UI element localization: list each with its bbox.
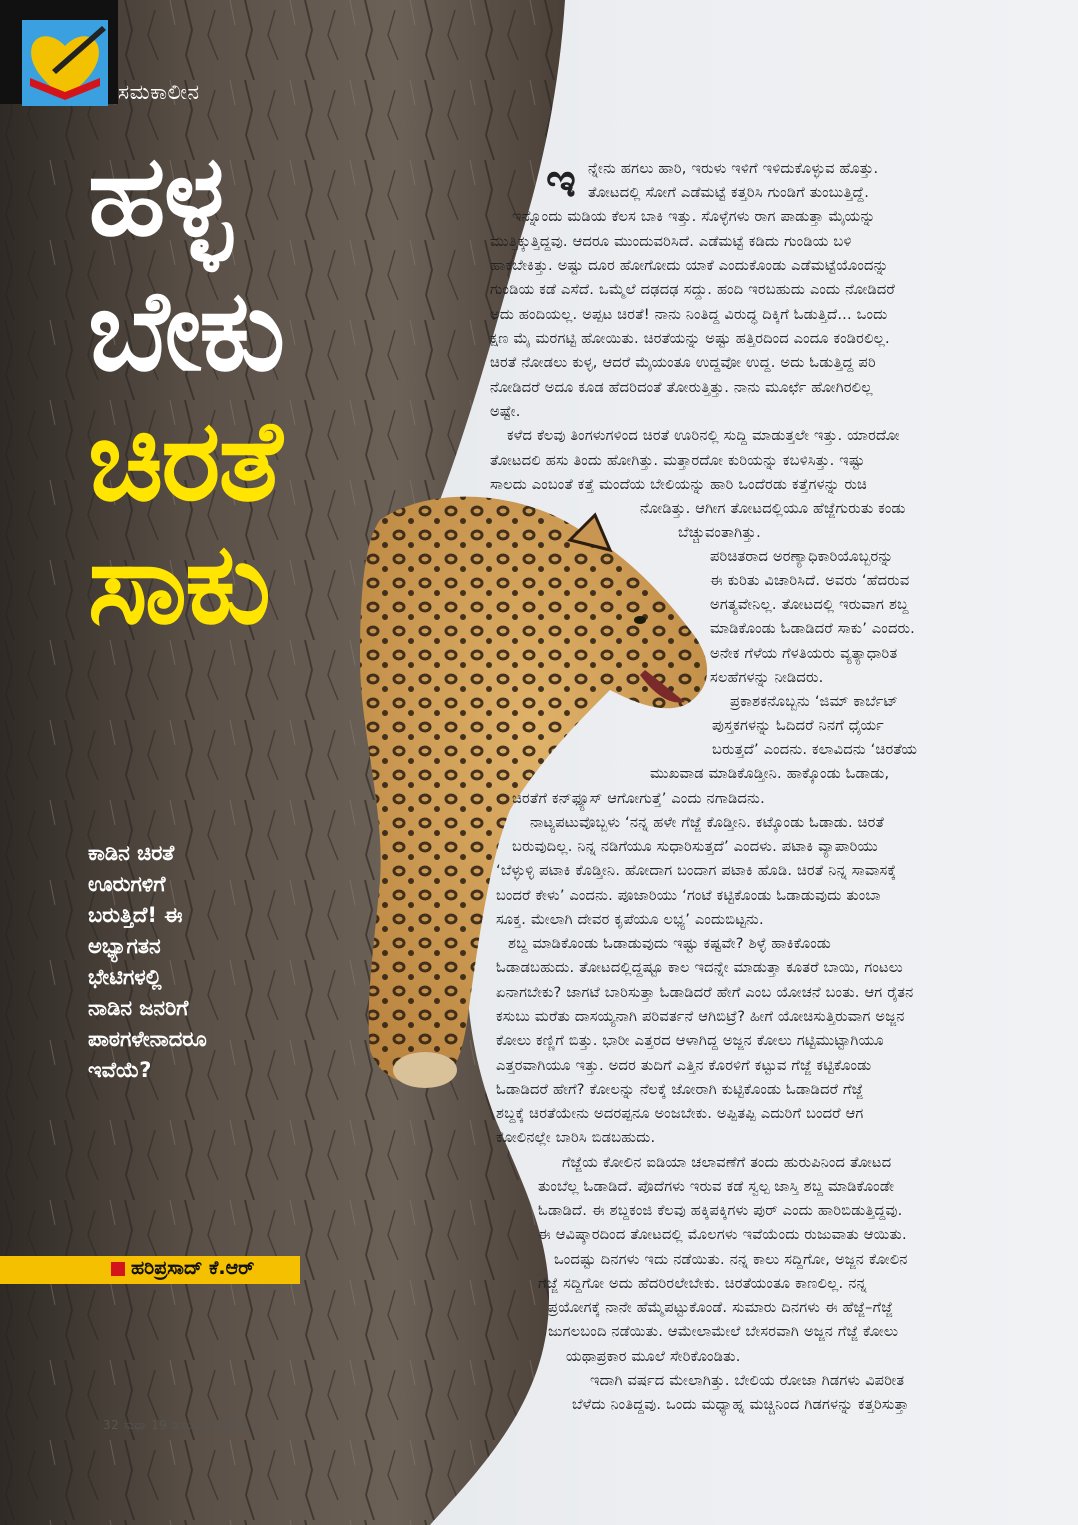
headline-line-3: ಚಿರತೆ [88,396,281,526]
article-line: ಬೆಳೆದು ನಿಂತಿದ್ದವು. ಒಂದು ಮಧ್ಯಾಹ್ನ ಮಚ್ಚಿನಿಂದ ಗಿಡಗಳನ್ನು ಕತ್ತರಿಸುತ್ತಾ [572,1396,909,1413]
article-line: ಪ್ರಕಾಶಕನೊಬ್ಬನು ‘ಜಿಮ್ ಕಾರ್ಬೆಟ್ [730,693,899,710]
article-line: ಪರಿಚಿತರಾದ ಅರಣ್ಯಾಧಿಕಾರಿಯೊಬ್ಬರನ್ನು [710,548,894,565]
article-line: ಈ ಕುರಿತು ವಿಚಾರಿಸಿದೆ. ಅವರು ‘ಹೆದರುವ [710,572,910,589]
article-line: ಚಿರತೆಗೆ ಕನ್‌ಫ್ಯೂಸ್ ಆಗೋಗುತ್ತೆ’ ಎಂದು ನಗಾಡಿದನು. [512,790,765,807]
article-line: ಕ್ಷಣ ಮೈ ಮರಗಟ್ಟಿ ಹೋಯಿತು. ಚಿರತೆಯನ್ನು ಅಷ್ಟು ಹತ್ತಿರದಿಂದ ಎಂದೂ ಕಂಡಿರಲಿಲ್ಲ. [490,330,890,347]
teaser-text [88,838,293,1086]
teaser-line: ಬರುತ್ತಿದೆ! ಈ [88,903,183,927]
article-line: ತುಂಬೆಲ್ಲ ಓಡಾಡಿದೆ. ಪೊದೆಗಳು ಇರುವ ಕಡೆ ಸ್ವಲ್ಪ ಜಾಸ್ತಿ ಶಬ್ದ ಮಾಡಿಕೊಂಡೇ [538,1178,895,1195]
article-line: ಕೋಲು ಕಣ್ಣಿಗೆ ಬಿತ್ತು. ಭಾರೀ ಎತ್ತರದ ಆಳಾಗಿದ್ದ ಅಜ್ಜನ ಕೋಲು ಗಟ್ಟಿಮುಟ್ಟಾಗಿಯೂ [496,1032,884,1049]
article-line: ಕೋಲಿನಲ್ಲೇ ಬಾರಿಸಿ ಬಿಡಬಹುದು. [496,1129,656,1146]
article-line: ಗೆಜ್ಜೆಯ ಕೋಲಿನ ಐಡಿಯಾ ಚಲಾವಣೆಗೆ ತಂದು ಹುರುಪಿನಿಂದ ತೋಟದ [562,1154,892,1171]
article-line: ಮಾಡಿಕೊಂಡು ಓಡಾಡಿದರೆ ಸಾಕು’ ಎಂದರು. [710,620,915,637]
article-line: ಅಗತ್ಯವೇನಿಲ್ಲ. ತೋಟದಲ್ಲಿ ಇರುವಾಗ ಶಬ್ದ [710,596,909,613]
teaser-line: ಪಾಠಗಳೇನಾದರೂ [88,1027,207,1051]
article-line: ಸೂಕ್ತ. ಮೇಲಾಗಿ ದೇವರ ಕೃಪೆಯೂ ಲಭ್ಯ’ ಎಂದುಬಿಟ್ಟನು. [496,911,764,928]
article-line: ಓಡಾಡಿದೆ. ಈ ಶಬ್ದಕಂಜಿ ಕೆಲವು ಹಕ್ಕಿಪಕ್ಕಿಗಳು ಪುರ್ ಎಂದು ಹಾರಿಬಿಡುತ್ತಿದ್ದವು. [538,1202,903,1219]
article-line: ಗೆಜ್ಜೆ ಸದ್ದಿಗೋ ಅದು ಹೆದರಿರಲೇಬೇಕು. ಚಿರತೆಯಂತೂ ಕಾಣಲಿಲ್ಲ. ನನ್ನ [538,1275,867,1292]
headline-line-2: ಬೇಕು [88,266,284,396]
article-line: ಮುಖವಾಡ ಮಾಡಿಕೊಡ್ತೀನಿ. ಹಾಕ್ಕೊಂಡು ಓಡಾಡು, [650,765,890,782]
article-line: ಬೆಚ್ಚುವಂತಾಗಿತ್ತು. [678,524,761,541]
article-line: ನೋಡಿದರೆ ಅದೂ ಕೂಡ ಹೆದರಿದಂತೆ ತೋರುತ್ತಿತ್ತು. ನಾನು ಮೂರ್ಛೆ ಹೋಗಿರಲಿಲ್ಲ [490,379,873,396]
article-line: ಗುಂಡಿಯ ಕಡೆ ಎಸೆದೆ. ಒಮ್ಮೆಲೆ ದಢದಢ ಸದ್ದು. ಹಂದಿ ಇರಬಹುದು ಎಂದು ನೋಡಿದರೆ [490,281,896,298]
article-line: ‘ಬೆಳ್ಳುಳ್ಳಿ ಪಟಾಕಿ ಕೊಡ್ತೀನಿ. ಹೋದಾಗ ಬಂದಾಗ ಪಟಾಕಿ ಹೊಡಿ. ಚಿರತೆ ನಿನ್ನ ಸಾವಾಸಕ್ಕೆ [496,862,897,879]
article-line: ತೋಟದಲ್ಲಿ ಸೋಗೆ ಎಡೆಮಟ್ಟೆ ಕತ್ತರಿಸಿ ಗುಂಡಿಗೆ ತುಂಬುತ್ತಿದ್ದೆ. [588,184,870,201]
article-line: ತೋಟದಲಿ ಹಸು ತಿಂದು ಹೋಗಿತ್ತು. ಮತ್ತಾರದೋ ಕುರಿಯನ್ನು ಕಬಳಿಸಿತ್ತು. ಇಷ್ಟು [490,452,865,469]
article-line: ಚಿರತೆ ನೋಡಲು ಕುಳ್ಳ, ಆದರೆ ಮೈಯಂತೂ ಉದ್ದವೋ ಉದ್ದ. ಅದು ಓಡುತ್ತಿದ್ದ ಪರಿ [490,354,876,371]
article-line: ಶಬ್ದಕ್ಕೆ ಚಿರತೆಯೇನು ಅದರಪ್ಪನೂ ಅಂಜಬೇಕು. ಅಪ್ಪಿತಪ್ಪಿ ಎದುರಿಗೆ ಬಂದರೆ ಆಗ [496,1105,864,1122]
article-line: ಹಾಕಬೇಕಿತ್ತು. ಅಷ್ಟು ದೂರ ಹೋಗೋದು ಯಾಕೆ ಎಂದುಕೊಂಡು ಎಡೆಮಟ್ಟೆಯೊಂದನ್ನು [490,257,889,274]
article-line: ಪ್ರಯೋಗಕ್ಕೆ ನಾನೇ ಹೆಮ್ಮೆಪಟ್ಟುಕೊಂಡೆ. ಸುಮಾರು ದಿನಗಳು ಈ ಹೆಜ್ಜೆ–ಗೆಜ್ಜೆ [548,1299,893,1316]
article-line: ಓಡಾಡಬಹುದು. ತೋಟದಲ್ಲಿದ್ದಷ್ಟೂ ಕಾಲ ಇದನ್ನೇ ಮಾಡುತ್ತಾ ಕೂತರೆ ಬಾಯಿ, ಗಂಟಲು [496,959,904,976]
book-pen-heart-icon [22,20,108,106]
teaser-line: ಅಭ್ಯಾಗತನ [88,934,161,958]
article-line: ಇದಾಗಿ ವರ್ಷದ ಮೇಲಾಗಿತ್ತು. ಬೇಲಿಯ ರೋಜಾ ಗಿಡಗಳು ವಿಪರೀತ [590,1372,905,1389]
article-line: ಬರುತ್ತದೆ’ ಎಂದನು. ಕಲಾವಿದನು ‘ಚಿರತೆಯ [712,741,918,758]
article-line: ಏನಾಗಬೇಕು? ಜಾಗಟೆ ಬಾರಿಸುತ್ತಾ ಓಡಾಡಿದರೆ ಹೇಗೆ ಎಂಬ ಯೋಚನೆ ಬಂತು. ಆಗ ರೈತನ [496,984,914,1001]
author-byline: ಹರಿಪ್ರಸಾದ್ ಕೆ.ಆರ್ [131,1257,255,1279]
byline-marker [111,1262,125,1276]
teaser-line: ಊರುಗಳಿಗೆ [88,872,166,896]
article-line: ಅಷ್ಟೇ. [490,403,521,420]
article-line: ಇನ್ನೊಂದು ಮಡಿಯ ಕೆಲಸ ಬಾಕಿ ಇತ್ತು. ಸೊಳ್ಳೆಗಳು ರಾಗ ಪಾಡುತ್ತಾ ಮೈಯನ್ನು [512,208,876,225]
article-line: ಓಡಾಡಿದರೆ ಹೇಗೆ? ಕೋಲನ್ನು ನೆಲಕ್ಕೆ ಜೋರಾಗಿ ಕುಟ್ಟಿಕೊಂಡು ಓಡಾಡಿದರೆ ಗೆಜ್ಜೆ [496,1081,864,1098]
article-line: ಅನೇಕ ಗೆಳೆಯ ಗೆಳತಿಯರು ವ್ಯತ್ಯಾಧಾರಿತ [710,645,898,662]
teaser-line: ನಾಡಿನ ಜನರಿಗೆ [88,996,189,1020]
article-line: ಯಥಾಪ್ರಕಾರ ಮೂಲೆ ಸೇರಿಕೊಂಡಿತು. [566,1348,741,1365]
article-line: ಎತ್ತರವಾಗಿಯೂ ಇತ್ತು. ಅದರ ತುದಿಗೆ ಎತ್ತಿನ ಕೊರಳಿಗೆ ಕಟ್ಟುವ ಗೆಜ್ಜೆ ಕಟ್ಟಿಕೊಂಡು [496,1057,872,1074]
article-line: ಸಾಲದು ಎಂಬಂತೆ ಕತ್ತೆ ಮಂದೆಯ ಬೇಲಿಯನ್ನು ಹಾರಿ ಒಂದೆರಡು ಕತ್ತೆಗಳನ್ನು ರುಚಿ [490,476,868,493]
article-line: ಈ ಆವಿಷ್ಕಾರದಿಂದ ತೋಟದಲ್ಲಿ ಮೊಲಗಳು ಇವೆಯೆಂದು ರುಜುವಾತು ಆಯಿತು. [538,1226,907,1243]
article-line: ಬಂದರೆ ಕೇಳು’ ಎಂದನು. ಪೂಜಾರಿಯು ‘ಗಂಟೆ ಕಟ್ಟಿಕೊಂಡು ಓಡಾಡುವುದು ತುಂಬಾ [496,887,881,904]
magazine-logo [0,0,118,104]
article-line: ನಾಟ್ಯಪಟುವೊಬ್ಬಳು ‘ನನ್ನ ಹಳೇ ಗೆಜ್ಜೆ ಕೊಡ್ತೀನಿ. ಕಟ್ಕೊಂಡು ಓಡಾಡು. ಚಿರತೆ [530,814,885,831]
article-line: ಮುತ್ತಿಕ್ಕುತ್ತಿದ್ದವು. ಆದರೂ ಮುಂದುವರಿಸಿದೆ. ಎಡೆಮಟ್ಟೆ ಕಡಿದು ಗುಂಡಿಯ ಬಳಿ [490,233,852,250]
article-line: ಕಸುಬು ಮರೆತು ದಾಸಯ್ಯನಾಗಿ ಪರಿವರ್ತನೆ ಆಗಿಬಿಟ್ರೆ? ಹೀಗೆ ಯೋಚಿಸುತ್ತಿರುವಾಗ ಅಜ್ಜನ [496,1008,905,1025]
teaser-line: ಇವೆಯೆ? [88,1058,152,1082]
article-line: ಕಳೆದ ಕೆಲವು ತಿಂಗಳುಗಳಿಂದ ಚಿರತೆ ಊರಿನಲ್ಲಿ ಸುದ್ದಿ ಮಾಡುತ್ತಲೇ ಇತ್ತು. ಯಾರದೋ [507,427,900,444]
article-line: ಸಲಹೆಗಳನ್ನು ನೀಡಿದರು. [710,669,824,686]
headline-line-1: ಹಳ್ಳ [88,131,230,261]
article-line: ನೋಡಿತ್ತು. ಆಗೀಗ ತೋಟದಲ್ಲಿಯೂ ಹೆಜ್ಜೆಗುರುತು ಕಂಡು [640,500,906,517]
article-line: ಬರುವುದಿಲ್ಲ. ನಿನ್ನ ನಡಿಗೆಯೂ ಸುಧಾರಿಸುತ್ತದೆ’ ಎಂದಳು. ಪಟಾಕಿ ವ್ಯಾಪಾರಿಯು [512,838,878,855]
teaser-line: ಕಾಡಿನ ಚಿರತೆ [88,841,175,865]
headline-line-4: ಸಾಕು [88,519,270,649]
article-line: ನ್ನೇನು ಹಗಲು ಹಾರಿ, ಇರುಳು ಇಳಿಗೆ ಇಳಿದುಕೊಳ್ಳುವ ಹೊತ್ತು. [588,160,879,177]
section-label: ಸಮಕಾಲೀನ [118,80,200,104]
page-footer: 32 ಸುಧಾ 19 ಡಿಸೆಂಬರ್ 2024 [103,1418,249,1432]
article-line: ಪುಸ್ತಕಗಳನ್ನು ಓದಿದರೆ ನಿನಗೆ ಧೈರ್ಯ [712,717,884,734]
teaser-line: ಭೇಟಿಗಳಲ್ಲಿ [88,965,162,989]
article-line: ಜುಗಲಬಂದಿ ನಡೆಯಿತು. ಆಮೇಲಾಮೇಲೆ ಬೇಸರವಾಗಿ ಅಜ್ಜನ ಗೆಜ್ಜೆ ಕೋಲು [548,1323,899,1340]
drop-cap: ಇ [546,153,576,207]
article-line: ಒಂದಷ್ಟು ದಿನಗಳು ಇದು ನಡೆಯಿತು. ನನ್ನ ಕಾಲು ಸದ್ದಿಗೋ, ಅಜ್ಜನ ಕೋಲಿನ [554,1251,908,1268]
article-line: ಶಬ್ದ ಮಾಡಿಕೊಂಡು ಓಡಾಡುವುದು ಇಷ್ಟು ಕಷ್ಟವೇ? ಶಿಳ್ಳೆ ಹಾಕಿಕೊಂಡು [508,935,832,952]
article-line: ಅದು ಹಂದಿಯಲ್ಲ. ಅಪ್ಪಟ ಚಿರತೆ! ನಾನು ನಿಂತಿದ್ದ ವಿರುದ್ಧ ದಿಕ್ಕಿಗೆ ಓಡುತ್ತಿದೆ... ಒಂದು [490,306,888,323]
